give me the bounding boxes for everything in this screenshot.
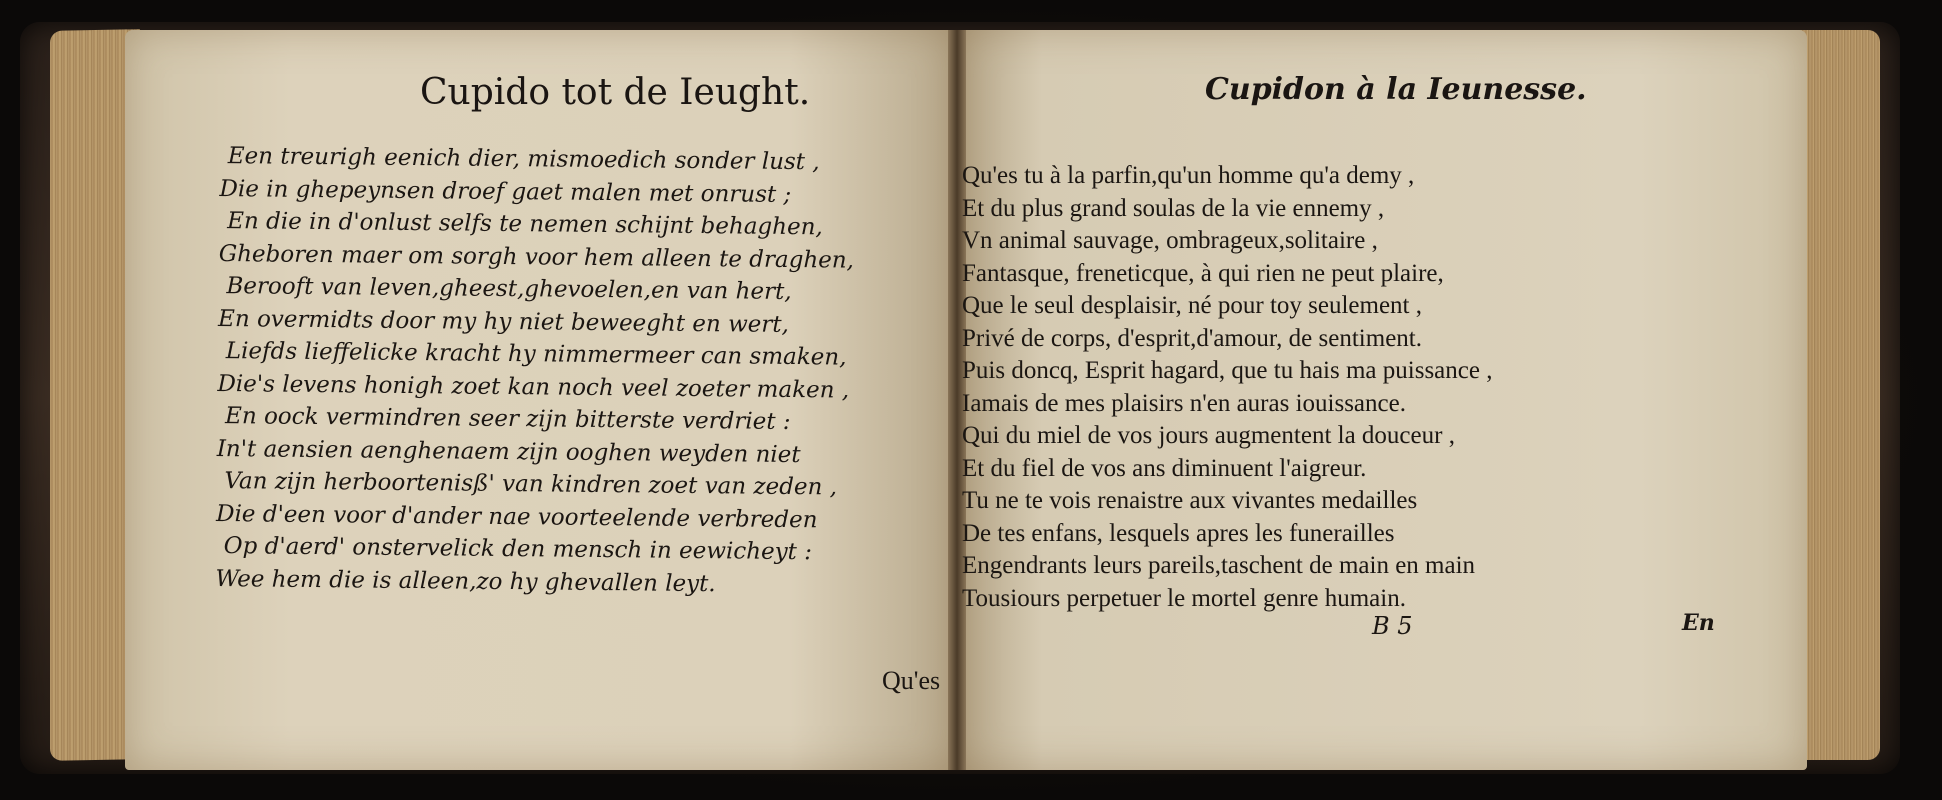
verse-line: Van zijn herboortenisß' van kindren zoet van zeden , xyxy=(224,468,838,501)
verse-line: Iamais de mes plaisirs n'en auras iouissance. xyxy=(962,389,1406,417)
verse-line: En oock vermindren seer zijn bitterste verdriet : xyxy=(224,403,791,435)
verse-line: Privé de corps, d'esprit,d'amour, de sentiment. xyxy=(962,324,1422,352)
right-page-verse xyxy=(962,160,1492,615)
right-page-title: Cupidon à la Ieunesse. xyxy=(1205,72,1587,107)
verse-line: Tousiours perpetuer le mortel genre humain. xyxy=(962,584,1406,612)
verse-line: Et du fiel de vos ans diminuent l'aigreur. xyxy=(962,454,1367,482)
verse-line: Wee hem die is alleen,zo hy ghevallen leyt. xyxy=(215,565,716,597)
verse-line: Et du plus grand soulas de la vie ennemy , xyxy=(962,194,1385,222)
verse-line: Qui du miel de vos jours augmentent la douceur , xyxy=(962,422,1455,449)
verse-line: Op d'aerd' onstervelick den mensch in eewicheyt : xyxy=(223,533,813,566)
verse-line: Die's levens honigh zoet kan noch veel zoeter maken , xyxy=(217,370,850,404)
verse-line: Die d'een voor d'ander nae voorteelende verbreden xyxy=(215,500,818,533)
right-catchword: En xyxy=(1682,610,1715,636)
verse-line: Qu'es tu à la parfin,qu'un homme qu'a demy , xyxy=(962,162,1415,189)
left-page-title: Cupido tot de Ieught. xyxy=(420,72,811,113)
verse-line: Vn animal sauvage, ombrageux,solitaire , xyxy=(962,227,1378,254)
left-page-verse xyxy=(215,140,855,602)
verse-line: Tu ne te vois renaistre aux vivantes medailles xyxy=(962,487,1418,514)
verse-line: En die in d'onlust selfs te nemen schijnt behaghen, xyxy=(227,208,823,241)
verse-line: Een treurigh eenich dier, mismoedich sonder lust , xyxy=(227,143,820,176)
verse-line: Engendrants leurs pareils,taschent de main en main xyxy=(962,552,1476,579)
left-catchword: Qu'es xyxy=(882,666,941,695)
verse-line: In't aensien aenghenaem zijn ooghen weyden niet xyxy=(216,435,801,468)
verse-line: Puis doncq, Esprit hagard, que tu hais ma puissance , xyxy=(962,357,1493,384)
verse-line: Berooft van leven,gheest,ghevoelen,en van hert, xyxy=(226,273,792,305)
verse-line: En overmidts door my hy niet beweeght en wert, xyxy=(217,305,790,338)
verse-line: De tes enfans, lesquels apres les funerailles xyxy=(962,519,1395,547)
verse-line: Die in ghepeynsen droef gaet malen met onrust ; xyxy=(219,175,792,208)
signature-mark: B 5 xyxy=(1372,612,1413,640)
verse-line: Fantasque, freneticque, à qui rien ne peut plaire, xyxy=(962,259,1444,287)
verse-line: Liefds lieffelicke kracht hy nimmermeer can smaken, xyxy=(225,338,847,371)
verse-line: Que le seul desplaisir, né pour toy seulement , xyxy=(962,292,1422,319)
verse-line: Gheboren maer om sorgh voor hem alleen te draghen, xyxy=(218,240,855,274)
